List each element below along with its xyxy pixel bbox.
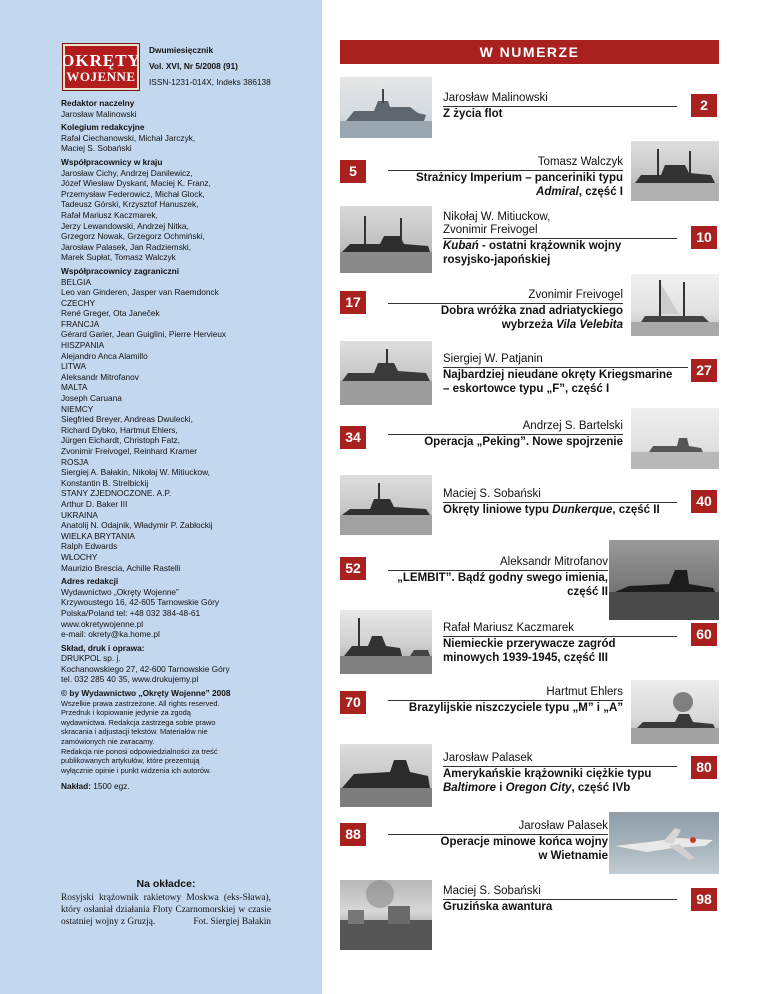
toc-heading: W NUMERZE	[340, 40, 719, 64]
toc-entry-5[interactable]	[443, 353, 688, 396]
ship-photo-11	[340, 744, 432, 807]
entry-title-suffix: , część II	[612, 504, 660, 516]
ship-photo-6	[631, 408, 719, 469]
ship-name: Vila Velebita	[556, 319, 623, 331]
page-number-badge[interactable]: 27	[691, 359, 717, 382]
masthead-column	[0, 0, 322, 994]
text-line: Przemysław Federowicz, Michał Glock,	[61, 188, 205, 199]
text-line: Józef Wiesław Dyskant, Maciej K. Franz,	[61, 178, 211, 189]
text-line: Konstantin B. Strelbickij	[61, 477, 149, 488]
text-line: HISZPANIA	[61, 340, 105, 351]
page-number-badge[interactable]: 98	[691, 888, 717, 911]
ship-photo-1	[340, 77, 432, 138]
print-heading: Skład, druk i oprawa:	[61, 642, 145, 653]
entry-title: Brazylijskie niszczyciele typu „M” i „A”	[408, 702, 623, 714]
text-line: ROSJA	[61, 456, 89, 467]
rights-list	[61, 699, 311, 776]
toc-entry-10[interactable]	[388, 686, 623, 715]
text-line: DRUKPOL sp. j.	[61, 653, 121, 664]
toc-entry-6[interactable]	[388, 420, 623, 449]
text-line: MALTA	[61, 382, 88, 393]
photo-13	[340, 880, 432, 950]
toc-entry-7[interactable]	[443, 488, 677, 517]
naklad-label: Nakład:	[61, 781, 91, 792]
entry-title-line-1: Niemieckie przerywacze zagród	[443, 638, 616, 650]
text-line: Richard Dybko, Hartmut Ehlers,	[61, 424, 178, 435]
text-line: Aleksandr Mitrofanov	[61, 371, 139, 382]
address-list	[61, 587, 311, 640]
contrib-list	[61, 168, 311, 263]
entry-title-join: i	[496, 782, 506, 794]
page-number-badge[interactable]: 52	[340, 557, 366, 580]
text-line: Siergiej A. Bałakin, Nikołaj W. Mitiuckow,	[61, 467, 210, 478]
text-line: LITWA	[61, 361, 87, 372]
entry-author: Maciej S. Sobański	[443, 488, 541, 500]
contrib-heading: Współpracownicy w kraju	[61, 156, 163, 167]
text-line: BELGIA	[61, 276, 91, 287]
text-line: Ralph Edwards	[61, 541, 118, 552]
text-line: Redakcja nie ponosi odpowiedzialności za treść	[61, 746, 218, 756]
entry-title-line-1: Amerykańskie krążowniki ciężkie typu	[443, 768, 652, 780]
text-line: UKRAINA	[61, 509, 98, 520]
text-line: Jürgen Eichardt, Christoph Fatz,	[61, 435, 180, 446]
text-line: tel. 032 285 40 35, www.drukujemy.pl	[61, 674, 199, 685]
text-line: wydawnictwa. Redakcja zastrzega sobie prawo	[61, 717, 216, 727]
ship-name: Kubań	[443, 240, 479, 252]
entry-title-line-1: Operacje minowe końca wojny	[440, 836, 608, 848]
toc-entry-11[interactable]	[443, 752, 677, 795]
text-line: Maurizio Brescia, Achille Rastelli	[61, 562, 181, 573]
publication-info	[149, 42, 271, 90]
text-line: Tadeusz Górski, Krzysztof Hanuszek,	[61, 199, 199, 210]
entry-title-line-2	[388, 185, 623, 199]
page-number-badge[interactable]: 2	[691, 94, 717, 117]
entry-title-line-2	[443, 781, 677, 795]
board-list	[61, 133, 311, 154]
magazine-logo	[63, 44, 139, 90]
text-line: Jerzy Lewandowski, Andrzej Nitka,	[61, 220, 189, 231]
entry-author: Hartmut Ehlers	[546, 686, 623, 698]
aircraft-photo-12	[609, 812, 719, 874]
entry-author: Rafał Mariusz Kaczmarek	[443, 622, 575, 634]
cover-text: Rosyjski krążownik rakietowy Moskwa (eks-Sława), który osłaniał działania Floty Czarnomorskiej w czasie ostatniej wojny z Gruzją.	[61, 893, 271, 927]
pub-volume: Vol. XVI, Nr 5/2008 (91)	[149, 61, 238, 71]
toc-entry-9[interactable]	[443, 622, 677, 665]
ship-photo-5	[340, 341, 432, 405]
ship-photo-7	[340, 475, 432, 535]
entry-title-line-2: – eskortowce typu „F”, część I	[443, 383, 610, 395]
text-line: Arthur D. Baker III	[61, 498, 128, 509]
logo-line-1: OKRĘTY	[61, 50, 141, 70]
entry-title-line-1	[443, 239, 677, 253]
text-line: Maciej S. Sobański	[61, 143, 132, 154]
text-line: Zvonimir Freivogel, Reinhard Kramer	[61, 446, 198, 456]
foreign-list	[61, 277, 311, 574]
toc-entry-8[interactable]	[388, 556, 608, 599]
ship-photo-9	[340, 610, 432, 674]
editor-name: Jarosław Malinowski	[61, 108, 137, 119]
ship-name: Baltimore	[443, 782, 497, 794]
entry-title: Gruzińska awantura	[443, 901, 553, 913]
text-line: Siegfried Breyer, Andreas Dwulecki,	[61, 414, 193, 425]
text-line: zamówionych nie zwracamy.	[61, 737, 155, 747]
text-line: e-mail: okrety@ka.home.pl	[61, 629, 160, 640]
text-line: Rafał Ciechanowski, Michał Jarczyk,	[61, 132, 196, 143]
page-number-badge[interactable]: 17	[340, 291, 366, 314]
page-number-badge[interactable]: 88	[340, 823, 366, 846]
entry-author: Jarosław Palasek	[443, 752, 533, 764]
ship-name-2: Oregon City	[505, 782, 572, 794]
text-line: wyłącznie opinie i punkt widzenia ich autorów.	[61, 765, 211, 775]
text-line: Kochanowskiego 27, 42-600 Tarnowskie Góry	[61, 663, 230, 674]
page-number-badge[interactable]: 10	[691, 226, 717, 249]
toc-entry-3[interactable]	[443, 211, 677, 267]
entry-title-prefix: Okręty liniowe typu	[443, 504, 553, 516]
ship-name: Dunkerque	[552, 504, 613, 516]
text-line: Wszelkie prawa zastrzeżone. All rights reserved.	[61, 698, 220, 708]
entry-title-suffix: , część IVb	[571, 782, 631, 794]
text-line: STANY ZJEDNOCZONE. A.P.	[61, 488, 172, 499]
text-line: Marek Supłat, Tomasz Walczyk	[61, 252, 176, 263]
logo-line-2: WOJENNE	[66, 68, 136, 84]
entry-title-prefix: wybrzeża	[501, 319, 557, 331]
text-line: Joseph Caruana	[61, 393, 122, 404]
page-number-badge[interactable]: 70	[340, 691, 366, 714]
foreign-heading: Współpracownicy zagraniczni	[61, 265, 180, 276]
entry-title-line-1: Strażnicy Imperium – panceriniki typu	[415, 172, 623, 184]
entry-author-line-1: Nikołaj W. Mitiuckow,	[443, 211, 551, 223]
cover-heading: Na okładce:	[136, 878, 196, 890]
entry-title	[443, 503, 677, 517]
address-heading: Adres redakcji	[61, 576, 119, 587]
entry-title: Z życia flot	[443, 108, 503, 120]
ship-photo-2	[631, 141, 719, 201]
entry-title-line-2	[388, 318, 623, 332]
text-line: NIEMCY	[61, 403, 94, 414]
entry-title-line-2: rosyjsko-japońskiej	[443, 254, 551, 266]
entry-title-suffix: , część I	[578, 186, 623, 198]
cover-credit: Fot. Siergiej Bałakin	[193, 917, 271, 927]
pub-issn: ISSN-1231-014X, Indeks 386138	[149, 77, 271, 87]
entry-title-line-1: Najbardziej nieudane okręty Kriegsmarine	[443, 369, 673, 381]
entry-title-line-2: minowych 1939-1945, część III	[443, 652, 608, 664]
toc-entry-12[interactable]	[388, 820, 608, 863]
page-number-badge[interactable]: 80	[691, 756, 717, 779]
toc-entry-2[interactable]	[388, 156, 623, 199]
text-line: publikowanych artykułów, które prezentują	[61, 756, 200, 766]
cover-caption	[61, 878, 271, 928]
naklad-value: 1500 egz.	[90, 781, 130, 792]
ship-photo-10	[631, 680, 719, 744]
text-line: Jarosław Palasek, Jan Radziemski,	[61, 241, 192, 252]
ship-name: Admiral	[536, 186, 579, 198]
text-line: Krzywoustego 16, 42-605 Tarnowskie Góry	[61, 597, 220, 608]
ship-photo-4	[631, 274, 719, 336]
ship-photo-8	[609, 540, 719, 620]
text-line: Grzegorz Nowak, Grzegorz Ochmiński,	[61, 231, 205, 242]
entry-title-line-1: Dobra wróżka znad adriatyckiego	[440, 305, 623, 317]
copyright-line: © by Wydawnictwo „Okręty Wojenne” 2008	[61, 688, 231, 699]
toc-entry-4[interactable]	[388, 289, 623, 332]
text-line: René Greger, Ota Janeček	[61, 308, 160, 319]
text-line: www.okretywojenne.pl	[61, 618, 144, 629]
ship-photo-3	[340, 206, 432, 273]
page-number-badge[interactable]: 34	[340, 426, 366, 449]
text-line: Gérard Garier, Jean Guiglini, Pierre Hervieux	[61, 329, 227, 340]
toc-entry-1[interactable]	[443, 92, 677, 121]
text-line: skracania i adjustacji tekstów. Materiałów nie	[61, 727, 208, 737]
text-line: FRANCJA	[61, 318, 100, 329]
text-line: Przedruk i kopiowanie jedynie za zgodą	[61, 708, 191, 718]
entry-title: Operacja „Peking”. Nowe spojrzenie	[424, 436, 623, 448]
entry-author: Jarosław Malinowski	[443, 92, 548, 104]
entry-title-line-2: część II	[567, 586, 608, 598]
text-line: Polska/Poland tel: +48 032 384-48-61	[61, 607, 201, 618]
editor-heading: Redaktor naczelny	[61, 98, 135, 108]
text-line: Leo van Ginderen, Jasper van Raemdonck	[61, 287, 219, 298]
entry-author: Andrzej S. Bartelski	[522, 420, 623, 432]
entry-author: Maciej S. Sobański	[443, 885, 541, 897]
staff-list	[61, 98, 311, 792]
page-number-badge[interactable]: 5	[340, 160, 366, 183]
pub-type: Dwumiesięcznik	[149, 45, 214, 55]
entry-author: Siergiej W. Patjanin	[443, 353, 543, 365]
entry-title-rest: - ostatni krążownik wojny	[478, 240, 622, 252]
text-line: WŁOCHY	[61, 551, 98, 562]
text-line: WIELKA BRYTANIA	[61, 530, 135, 541]
text-line: CZECHY	[61, 297, 96, 308]
toc-entry-13[interactable]	[443, 885, 677, 914]
text-line: Wydawnictwo „Okręty Wojenne”	[61, 586, 179, 597]
entry-title-line-2: w Wietnamie	[538, 850, 608, 862]
entry-author: Jarosław Palasek	[518, 820, 608, 832]
text-line: Alejandro Anca Alamillo	[61, 350, 148, 361]
entry-author: Tomasz Walczyk	[537, 156, 623, 168]
entry-title-line-1: „LEMBIT”. Bądź godny swego imienia,	[397, 572, 608, 584]
text-line: Anatolij N. Odajnik, Władymir P. Zabłockij	[61, 520, 213, 531]
print-list	[61, 653, 311, 685]
entry-author-line-2: Zvonimir Freivogel	[443, 224, 538, 236]
entry-author: Aleksandr Mitrofanov	[499, 556, 608, 568]
entry-author: Zvonimir Freivogel	[528, 289, 623, 301]
page-number-badge[interactable]: 40	[691, 490, 717, 513]
page-number-badge[interactable]: 60	[691, 623, 717, 646]
text-line: Rafał Mariusz Kaczmarek,	[61, 209, 158, 220]
text-line: Jarosław Cichy, Andrzej Danilewicz,	[61, 167, 193, 178]
naklad-line	[61, 781, 311, 792]
board-heading: Kolegium redakcyjne	[61, 122, 145, 133]
